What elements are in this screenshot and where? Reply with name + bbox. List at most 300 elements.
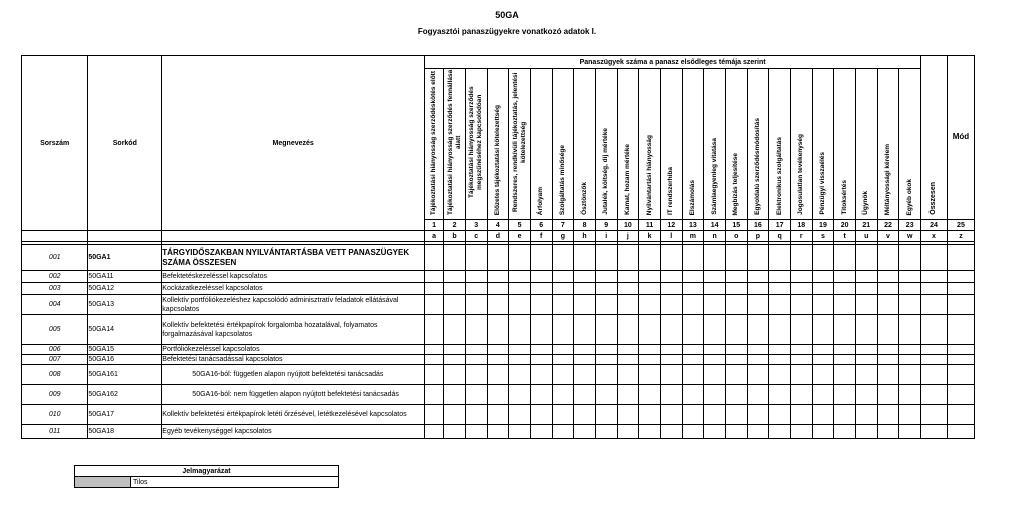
legend-title: Jelmagyarázat <box>75 466 339 477</box>
data-cell[interactable] <box>487 355 509 365</box>
data-cell[interactable] <box>617 245 639 271</box>
data-cell[interactable] <box>660 245 682 271</box>
data-cell[interactable] <box>855 385 877 405</box>
data-cell[interactable] <box>747 355 769 365</box>
data-cell[interactable] <box>574 405 596 425</box>
data-cell[interactable] <box>487 315 509 345</box>
data-cell[interactable] <box>509 355 531 365</box>
data-cell[interactable] <box>855 425 877 439</box>
data-cell[interactable] <box>487 245 509 271</box>
data-cell[interactable] <box>682 365 704 385</box>
data-cell[interactable] <box>877 295 899 315</box>
data-cell[interactable] <box>509 315 531 345</box>
data-cell[interactable] <box>487 385 509 405</box>
column-letter: v <box>877 231 899 242</box>
row-sorszam: 008 <box>22 365 88 385</box>
data-cell[interactable] <box>617 271 639 283</box>
data-cell[interactable] <box>877 315 899 345</box>
data-cell[interactable] <box>747 405 769 425</box>
data-cell[interactable] <box>425 355 444 365</box>
data-cell[interactable] <box>682 385 704 405</box>
data-cell[interactable] <box>617 315 639 345</box>
data-cell[interactable] <box>425 345 444 355</box>
group-header: Panaszügyek száma a panasz elsődleges témája szerint <box>425 56 921 69</box>
table-row <box>22 295 975 315</box>
data-cell[interactable] <box>921 271 948 283</box>
data-cell[interactable] <box>877 425 899 439</box>
data-cell[interactable] <box>704 365 726 385</box>
data-cell[interactable] <box>574 271 596 283</box>
data-cell[interactable] <box>509 245 531 271</box>
form-code: 50GA <box>495 10 519 20</box>
data-cell[interactable] <box>769 245 791 271</box>
data-cell[interactable] <box>834 295 856 315</box>
data-cell[interactable] <box>704 385 726 405</box>
data-cell[interactable] <box>725 405 747 425</box>
data-cell[interactable] <box>921 365 948 385</box>
column-header-20: Titoksértés <box>834 69 856 220</box>
data-cell[interactable] <box>682 283 704 295</box>
data-cell[interactable] <box>487 345 509 355</box>
data-cell[interactable] <box>552 365 574 385</box>
data-cell[interactable] <box>595 345 617 355</box>
data-cell[interactable] <box>725 295 747 315</box>
data-cell[interactable] <box>552 245 574 271</box>
data-cell[interactable] <box>617 405 639 425</box>
data-cell[interactable] <box>487 295 509 315</box>
data-cell[interactable] <box>574 365 596 385</box>
data-cell[interactable] <box>617 365 639 385</box>
data-cell[interactable] <box>487 425 509 439</box>
data-cell[interactable] <box>921 295 948 315</box>
data-cell[interactable] <box>595 385 617 405</box>
data-cell[interactable] <box>509 385 531 405</box>
data-cell[interactable] <box>812 345 834 355</box>
data-cell[interactable] <box>704 245 726 271</box>
data-cell[interactable] <box>725 283 747 295</box>
data-cell[interactable] <box>617 425 639 439</box>
data-cell[interactable] <box>465 345 487 355</box>
data-cell[interactable] <box>530 345 552 355</box>
data-cell[interactable] <box>899 365 921 385</box>
data-cell[interactable] <box>465 271 487 283</box>
data-cell[interactable] <box>574 283 596 295</box>
data-cell[interactable] <box>877 385 899 405</box>
data-cell[interactable] <box>790 355 812 365</box>
data-cell[interactable] <box>725 365 747 385</box>
data-cell[interactable] <box>877 245 899 271</box>
column-letter: n <box>704 231 726 242</box>
data-cell[interactable] <box>834 245 856 271</box>
data-cell[interactable] <box>725 425 747 439</box>
data-cell[interactable] <box>444 355 466 365</box>
data-cell[interactable] <box>530 271 552 283</box>
data-cell[interactable] <box>725 355 747 365</box>
data-cell[interactable] <box>509 365 531 385</box>
data-cell[interactable] <box>947 245 974 271</box>
data-cell[interactable] <box>812 245 834 271</box>
data-cell[interactable] <box>682 271 704 283</box>
data-cell[interactable] <box>704 283 726 295</box>
data-cell[interactable] <box>530 365 552 385</box>
data-cell[interactable] <box>595 283 617 295</box>
data-cell[interactable] <box>509 271 531 283</box>
data-cell[interactable] <box>747 271 769 283</box>
data-cell[interactable] <box>877 283 899 295</box>
data-cell[interactable] <box>509 405 531 425</box>
data-cell[interactable] <box>552 345 574 355</box>
data-cell[interactable] <box>682 405 704 425</box>
data-cell[interactable] <box>639 425 661 439</box>
data-cell[interactable] <box>812 425 834 439</box>
data-cell[interactable] <box>660 365 682 385</box>
data-cell[interactable] <box>790 385 812 405</box>
data-cell[interactable] <box>660 315 682 345</box>
data-cell[interactable] <box>704 271 726 283</box>
data-cell[interactable] <box>747 283 769 295</box>
data-cell[interactable] <box>855 365 877 385</box>
data-cell[interactable] <box>552 405 574 425</box>
data-cell[interactable] <box>704 345 726 355</box>
data-cell[interactable] <box>530 405 552 425</box>
group-header-row <box>22 56 975 69</box>
data-cell[interactable] <box>487 283 509 295</box>
data-cell[interactable] <box>552 295 574 315</box>
data-cell[interactable] <box>595 315 617 345</box>
data-cell[interactable] <box>574 425 596 439</box>
data-cell[interactable] <box>855 355 877 365</box>
data-cell[interactable] <box>660 385 682 405</box>
column-header-1: Tájékoztatási hiányosság szerződéskötés előtt <box>425 69 444 220</box>
data-cell[interactable] <box>552 355 574 365</box>
data-cell[interactable] <box>530 283 552 295</box>
data-cell[interactable] <box>552 315 574 345</box>
data-cell[interactable] <box>834 405 856 425</box>
data-cell[interactable] <box>899 425 921 439</box>
data-cell[interactable] <box>530 245 552 271</box>
data-cell[interactable] <box>682 425 704 439</box>
data-cell[interactable] <box>487 271 509 283</box>
column-letter: s <box>812 231 834 242</box>
data-cell[interactable] <box>790 295 812 315</box>
data-cell[interactable] <box>855 345 877 355</box>
data-cell[interactable] <box>509 295 531 315</box>
data-cell[interactable] <box>487 405 509 425</box>
data-cell[interactable] <box>530 385 552 405</box>
data-cell[interactable] <box>812 315 834 345</box>
column-number: 22 <box>877 220 899 231</box>
data-cell[interactable] <box>812 355 834 365</box>
data-cell[interactable] <box>509 425 531 439</box>
data-cell[interactable] <box>747 295 769 315</box>
data-cell[interactable] <box>425 365 444 385</box>
data-cell[interactable] <box>574 245 596 271</box>
data-cell[interactable] <box>790 425 812 439</box>
data-cell[interactable] <box>639 405 661 425</box>
data-cell[interactable] <box>617 345 639 355</box>
data-cell[interactable] <box>552 283 574 295</box>
data-cell[interactable] <box>595 365 617 385</box>
data-cell[interactable] <box>444 345 466 355</box>
data-cell[interactable] <box>425 271 444 283</box>
data-cell[interactable] <box>444 365 466 385</box>
data-cell[interactable] <box>704 425 726 439</box>
data-cell[interactable] <box>747 365 769 385</box>
data-cell[interactable] <box>877 345 899 355</box>
data-cell[interactable] <box>660 283 682 295</box>
data-cell[interactable] <box>444 315 466 345</box>
data-cell[interactable] <box>790 315 812 345</box>
data-cell[interactable] <box>921 405 948 425</box>
data-cell[interactable] <box>639 295 661 315</box>
data-cell[interactable] <box>834 385 856 405</box>
row-megnevezes: Egyéb tevékenységgel kapcsolatos <box>162 425 425 439</box>
data-cell[interactable] <box>812 385 834 405</box>
row-megnevezes: 50GA16-ból: független alapon nyújtott befektetési tanácsadás <box>162 365 425 385</box>
data-cell[interactable] <box>834 355 856 365</box>
column-header-9: Jutalék, költség, díj mértéke <box>595 69 617 220</box>
data-cell[interactable] <box>834 345 856 355</box>
data-cell[interactable] <box>660 425 682 439</box>
data-cell[interactable] <box>465 315 487 345</box>
data-cell[interactable] <box>812 295 834 315</box>
data-cell[interactable] <box>465 405 487 425</box>
data-cell[interactable] <box>855 271 877 283</box>
data-cell[interactable] <box>574 345 596 355</box>
data-cell[interactable] <box>747 345 769 355</box>
data-cell[interactable] <box>425 295 444 315</box>
data-cell[interactable] <box>617 385 639 405</box>
data-cell[interactable] <box>552 271 574 283</box>
data-cell[interactable] <box>682 315 704 345</box>
data-cell[interactable] <box>704 405 726 425</box>
data-cell[interactable] <box>725 315 747 345</box>
data-cell[interactable] <box>465 425 487 439</box>
data-cell[interactable] <box>947 425 974 439</box>
data-cell[interactable] <box>660 295 682 315</box>
data-cell[interactable] <box>465 295 487 315</box>
data-cell[interactable] <box>769 283 791 295</box>
data-cell[interactable] <box>769 315 791 345</box>
data-cell[interactable] <box>947 385 974 405</box>
data-cell[interactable] <box>834 365 856 385</box>
data-cell[interactable] <box>812 283 834 295</box>
data-cell[interactable] <box>660 271 682 283</box>
data-cell[interactable] <box>530 295 552 315</box>
data-cell[interactable] <box>790 365 812 385</box>
data-cell[interactable] <box>725 385 747 405</box>
data-cell[interactable] <box>704 315 726 345</box>
data-cell[interactable] <box>509 345 531 355</box>
column-number: 23 <box>899 220 921 231</box>
data-cell[interactable] <box>617 295 639 315</box>
row-sorszam: 007 <box>22 355 88 365</box>
data-cell[interactable] <box>595 295 617 315</box>
data-cell[interactable] <box>769 425 791 439</box>
data-cell[interactable] <box>769 345 791 355</box>
data-cell[interactable] <box>682 245 704 271</box>
data-cell[interactable] <box>877 271 899 283</box>
data-cell[interactable] <box>790 245 812 271</box>
data-cell[interactable] <box>899 315 921 345</box>
data-cell[interactable] <box>921 315 948 345</box>
data-cell[interactable] <box>660 355 682 365</box>
data-cell[interactable] <box>660 405 682 425</box>
data-cell[interactable] <box>639 283 661 295</box>
data-cell[interactable] <box>921 425 948 439</box>
data-cell[interactable] <box>790 345 812 355</box>
row-sorkod: 50GA16 <box>88 355 162 365</box>
data-cell[interactable] <box>444 425 466 439</box>
data-cell[interactable] <box>834 283 856 295</box>
data-cell[interactable] <box>595 245 617 271</box>
data-cell[interactable] <box>595 355 617 365</box>
data-cell[interactable] <box>812 405 834 425</box>
data-cell[interactable] <box>595 425 617 439</box>
data-cell[interactable] <box>855 295 877 315</box>
data-cell[interactable] <box>425 405 444 425</box>
data-cell[interactable] <box>465 245 487 271</box>
data-cell[interactable] <box>855 283 877 295</box>
data-cell[interactable] <box>595 405 617 425</box>
data-cell[interactable] <box>465 365 487 385</box>
data-cell[interactable] <box>947 283 974 295</box>
data-cell[interactable] <box>444 295 466 315</box>
data-cell[interactable] <box>425 283 444 295</box>
data-cell[interactable] <box>639 271 661 283</box>
data-cell[interactable] <box>899 405 921 425</box>
data-cell[interactable] <box>855 315 877 345</box>
data-cell[interactable] <box>921 345 948 355</box>
data-cell[interactable] <box>769 385 791 405</box>
data-cell[interactable] <box>725 271 747 283</box>
data-cell[interactable] <box>465 283 487 295</box>
data-cell[interactable] <box>444 405 466 425</box>
data-cell[interactable] <box>834 271 856 283</box>
data-cell[interactable] <box>769 405 791 425</box>
data-cell[interactable] <box>574 385 596 405</box>
data-cell[interactable] <box>639 315 661 345</box>
data-cell[interactable] <box>769 355 791 365</box>
data-cell[interactable] <box>425 425 444 439</box>
data-cell[interactable] <box>947 315 974 345</box>
data-cell[interactable] <box>704 355 726 365</box>
data-cell[interactable] <box>425 385 444 405</box>
data-cell[interactable] <box>947 295 974 315</box>
data-cell[interactable] <box>595 271 617 283</box>
data-cell[interactable] <box>855 245 877 271</box>
data-cell[interactable] <box>834 315 856 345</box>
data-cell[interactable] <box>639 245 661 271</box>
data-cell[interactable] <box>855 405 877 425</box>
data-cell[interactable] <box>747 315 769 345</box>
data-cell[interactable] <box>790 283 812 295</box>
data-cell[interactable] <box>790 405 812 425</box>
data-cell[interactable] <box>444 283 466 295</box>
data-cell[interactable] <box>921 355 948 365</box>
row-sorszam: 004 <box>22 295 88 315</box>
data-cell[interactable] <box>639 355 661 365</box>
data-cell[interactable] <box>899 271 921 283</box>
data-cell[interactable] <box>747 245 769 271</box>
data-cell[interactable] <box>834 425 856 439</box>
data-cell[interactable] <box>530 315 552 345</box>
data-cell[interactable] <box>704 295 726 315</box>
data-cell[interactable] <box>465 355 487 365</box>
data-cell[interactable] <box>747 425 769 439</box>
data-cell[interactable] <box>444 385 466 405</box>
column-number: 7 <box>552 220 574 231</box>
data-cell[interactable] <box>444 271 466 283</box>
data-cell[interactable] <box>574 355 596 365</box>
data-cell[interactable] <box>425 315 444 345</box>
data-cell[interactable] <box>899 283 921 295</box>
data-cell[interactable] <box>877 405 899 425</box>
column-number: 14 <box>704 220 726 231</box>
data-cell[interactable] <box>487 365 509 385</box>
data-cell[interactable] <box>639 365 661 385</box>
data-cell[interactable] <box>812 271 834 283</box>
data-cell[interactable] <box>769 295 791 315</box>
data-cell[interactable] <box>725 245 747 271</box>
data-cell[interactable] <box>444 245 466 271</box>
data-cell[interactable] <box>877 355 899 365</box>
data-cell[interactable] <box>552 425 574 439</box>
data-cell[interactable] <box>617 355 639 365</box>
data-cell[interactable] <box>682 355 704 365</box>
data-cell[interactable] <box>617 283 639 295</box>
data-cell[interactable] <box>899 245 921 271</box>
data-cell[interactable] <box>877 365 899 385</box>
data-cell[interactable] <box>530 425 552 439</box>
data-cell[interactable] <box>682 345 704 355</box>
data-cell[interactable] <box>769 271 791 283</box>
data-cell[interactable] <box>725 345 747 355</box>
data-cell[interactable] <box>747 385 769 405</box>
data-cell[interactable] <box>947 345 974 355</box>
data-cell[interactable] <box>509 283 531 295</box>
data-cell[interactable] <box>574 315 596 345</box>
data-cell[interactable] <box>921 385 948 405</box>
data-cell[interactable] <box>425 245 444 271</box>
data-cell[interactable] <box>465 385 487 405</box>
column-number: 12 <box>660 220 682 231</box>
data-cell[interactable] <box>530 355 552 365</box>
data-cell[interactable] <box>947 355 974 365</box>
data-cell[interactable] <box>921 283 948 295</box>
data-cell[interactable] <box>899 295 921 315</box>
data-cell[interactable] <box>899 385 921 405</box>
data-cell[interactable] <box>947 271 974 283</box>
row-sorkod: 50GA17 <box>88 405 162 425</box>
data-cell[interactable] <box>552 385 574 405</box>
data-cell[interactable] <box>921 245 948 271</box>
data-cell[interactable] <box>947 405 974 425</box>
data-cell[interactable] <box>574 295 596 315</box>
data-cell[interactable] <box>682 295 704 315</box>
data-cell[interactable] <box>639 385 661 405</box>
data-cell[interactable] <box>812 365 834 385</box>
data-cell[interactable] <box>790 271 812 283</box>
data-cell[interactable] <box>899 355 921 365</box>
data-cell[interactable] <box>947 365 974 385</box>
data-cell[interactable] <box>769 365 791 385</box>
data-cell[interactable] <box>660 345 682 355</box>
data-cell[interactable] <box>899 345 921 355</box>
column-letter: a <box>425 231 444 242</box>
data-cell[interactable] <box>639 345 661 355</box>
column-header-4: Előzetes tájékoztatási kötelezettség <box>487 69 509 220</box>
